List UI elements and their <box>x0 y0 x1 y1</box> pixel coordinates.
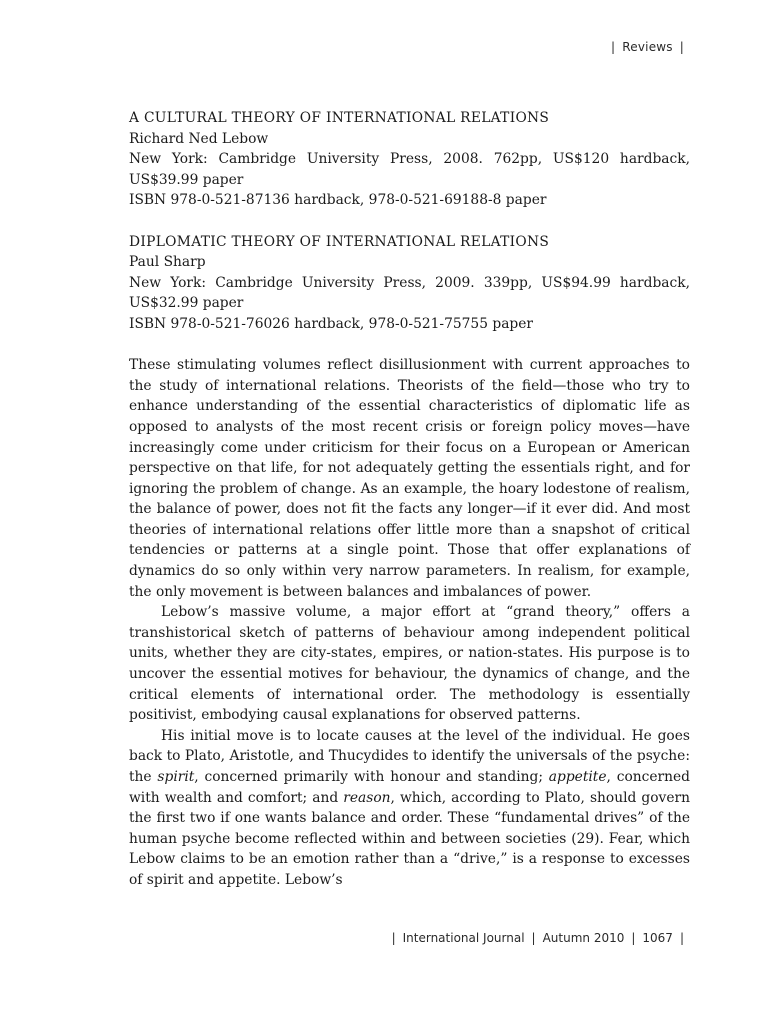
paragraph-text: , which, according to Plato, should govern the first two if one wants balance and order. These “fundamental drives” of the human psyche become reflected within and between societies (29). Fear, which Lebow claims to be an emotion rather than a “drive,” is a response to excesses of spirit and appetite. Lebow’s <box>129 789 690 888</box>
book-entry <box>129 232 690 335</box>
page-number: 1067 <box>642 931 673 945</box>
running-head-separator: | <box>611 40 616 54</box>
page-footer <box>385 931 691 945</box>
paragraph-text: , concerned with wealth and comfort; and <box>129 769 691 806</box>
footer-separator: | <box>631 931 636 945</box>
book-publication: New York: Cambridge University Press, 2008. 762pp, US$120 hardback, US$39.99 paper <box>129 151 690 188</box>
book-title: DIPLOMATIC THEORY OF INTERNATIONAL RELATIONS <box>129 233 550 250</box>
book-publication: New York: Cambridge University Press, 2009. 339pp, US$94.99 hardback, US$32.99 paper <box>129 274 690 312</box>
footer-issue: Autumn 2010 <box>542 931 625 945</box>
review-paragraph <box>129 726 690 891</box>
review-paragraph: Lebow’s massive volume, a major effort at “grand theory,” offers a transhistorical sketch of patterns of behaviour among independent political units, whether they are city-states, empires, or nation-states. His purpose is to uncover the essential motives for behaviour, the dynamics of change, and the critical elements of international order. The methodology is essentially positivist, embodying causal explanations for observed patterns. <box>129 604 690 724</box>
review-body <box>129 108 690 891</box>
footer-separator: | <box>391 931 396 945</box>
book-isbn: ISBN 978-0-521-87136 hardback, 978-0-521-69188-8 paper <box>129 192 547 209</box>
emphasis-appetite: appetite <box>548 769 607 785</box>
review-paragraph: These stimulating volumes reflect disillusionment with current approaches to the study of international relations. Theorists of the field—those who try to enhance understanding of the essential characteristics of diplomatic life as opposed to analysts of the most recent crisis or foreign policy moves—have increasingly come under criticism for their focus on a European or American perspective on that life, for not adequately getting the essentials right, and for ignoring the problem of change. As an example, the hoary lodestone of realism, the balance of power, does not fit the facts any longer—if it ever did. And most theories of international relations offer little more than a snapshot of critical tendencies or patterns at a single point. Those that offer explanations of dynamics do so only within very narrow parameters. In realism, for example, the only movement is between balances and imbalances of power. <box>129 357 690 600</box>
review-text <box>129 355 690 890</box>
emphasis-spirit: spirit <box>157 769 195 785</box>
book-author: Paul Sharp <box>129 254 206 271</box>
book-author: Richard Ned Lebow <box>129 130 269 147</box>
footer-separator: | <box>679 931 684 945</box>
footer-separator: | <box>531 931 536 945</box>
emphasis-reason: reason <box>343 789 391 806</box>
paragraph-text: , concerned primarily with honour and standing; <box>194 769 549 785</box>
book-isbn: ISBN 978-0-521-76026 hardback, 978-0-521-75755 paper <box>129 315 534 332</box>
footer-journal: International Journal <box>402 931 525 945</box>
book-title: A CULTURAL THEORY OF INTERNATIONAL RELATIONS <box>129 110 550 126</box>
book-entry <box>129 108 690 211</box>
paragraph-text: His initial move is to locate causes at the level of the individual. He goes back to Plato, Aristotle, and Thucydides to identify the universals of the psyche: the <box>129 727 690 785</box>
running-head <box>604 40 691 54</box>
running-head-separator: | <box>679 40 684 54</box>
running-head-section: Reviews <box>622 40 673 54</box>
